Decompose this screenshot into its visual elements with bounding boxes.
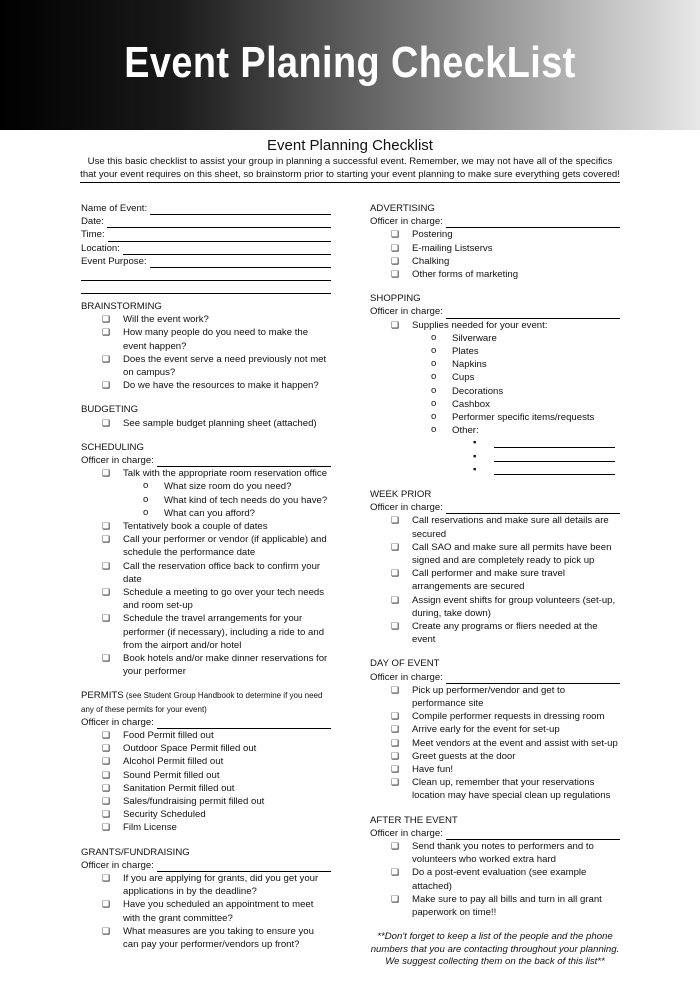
- checkbox-icon[interactable]: ❑: [102, 769, 111, 780]
- event-location-field[interactable]: Location:: [81, 242, 331, 255]
- officer-in-charge-field[interactable]: Officer in charge:: [370, 671, 620, 684]
- section-title: DAY OF EVENT: [370, 658, 440, 670]
- checklist-item[interactable]: ❑ Have fun!: [391, 764, 454, 776]
- checkbox-icon[interactable]: ❑: [102, 782, 111, 793]
- officer-in-charge-field[interactable]: Officer in charge:: [81, 716, 331, 729]
- circle-bullet-icon: o: [431, 345, 437, 356]
- square-bullet-icon: ▪: [473, 463, 477, 475]
- checklist-item[interactable]: ❑ Tentatively book a couple of dates: [102, 520, 268, 532]
- checklist-document: [0, 130, 700, 1000]
- circle-bullet-icon: o: [431, 371, 437, 383]
- event-time-field[interactable]: Time:: [81, 228, 331, 241]
- checkbox-icon[interactable]: ❑: [102, 468, 111, 479]
- checklist-item[interactable]: ❑ Do a post-event evaluation (see example attached): [391, 867, 587, 892]
- event-name-field[interactable]: Name of Event:: [81, 202, 331, 215]
- officer-in-charge-field[interactable]: Officer in charge:: [81, 454, 331, 467]
- checkbox-icon[interactable]: ❑: [102, 796, 111, 807]
- checklist-item[interactable]: ❑ Book hotels and/or make dinner reservations for your performer: [102, 653, 328, 678]
- sub-item: o Plates: [431, 345, 479, 357]
- sub-item: o Other:: [431, 424, 479, 437]
- checklist-item[interactable]: ❑ Call SAO and make sure all permits have been signed and are completely ready to pick up: [391, 541, 612, 566]
- sub-item: o What can you afford?: [143, 506, 256, 519]
- checklist-item[interactable]: ❑ Talk with the appropriate room reservation office: [102, 468, 328, 480]
- checkbox-icon[interactable]: ❑: [391, 764, 400, 775]
- checkbox-icon[interactable]: ❑: [102, 327, 111, 338]
- checkbox-icon[interactable]: ❑: [391, 711, 400, 722]
- header-banner: [0, 0, 700, 130]
- checklist-item[interactable]: ❑ Call performer and make sure travel arrangements are secured: [391, 568, 566, 593]
- officer-in-charge-field[interactable]: Officer in charge:: [81, 859, 331, 872]
- sub-item: o What size room do you need?: [143, 480, 292, 493]
- other-item-line[interactable]: [370, 451, 620, 464]
- checklist-item[interactable]: ❑ Compile performer requests in dressing room: [391, 711, 605, 723]
- checkbox-icon[interactable]: ❑: [391, 255, 400, 266]
- sub-item: o What kind of tech needs do you have?: [143, 493, 328, 506]
- scheduling-section: [81, 441, 331, 679]
- checkbox-icon[interactable]: ❑: [391, 841, 400, 852]
- section-title: PERMITS (see Student Group Handbook to determine if you need any of these permits for your event): [81, 690, 323, 714]
- permits-section: [81, 689, 331, 834]
- checklist-item[interactable]: ❑ E-mailing Listservs: [391, 242, 493, 254]
- sub-item: o Cashbox: [431, 397, 490, 410]
- circle-bullet-icon: o: [431, 384, 437, 396]
- section-title: AFTER THE EVENT: [370, 814, 458, 826]
- checklist-item[interactable]: ❑ Meet vendors at the event and assist with set-up: [391, 737, 618, 749]
- left-column: [81, 202, 331, 951]
- section-title: SHOPPING: [370, 293, 421, 305]
- checkbox-icon[interactable]: ❑: [391, 724, 400, 735]
- checklist-item[interactable]: ❑ Call your performer or vendor (if applicable) and schedule the performance date: [102, 534, 327, 559]
- sub-item: o Napkins: [431, 358, 487, 371]
- circle-bullet-icon: o: [143, 493, 149, 505]
- checkbox-icon[interactable]: ❑: [102, 756, 111, 767]
- week-prior-section: [370, 488, 620, 646]
- intro-text: Use this basic checklist to assist your group in planning a successful event. Remember, we may not have all of the specifics that your event requires on this sheet, so brainstorm prior to starting your event planning to make sure everything gets covered!: [80, 156, 620, 180]
- checkbox-icon[interactable]: ❑: [391, 777, 400, 788]
- checklist-item[interactable]: ❑ What measures are you taking to ensure you can pay your performer/vendors up front?: [102, 925, 314, 951]
- permits-note: (see Student Group Handbook to determine if you need any of these permits for your event): [81, 691, 323, 714]
- square-bullet-icon: ▪: [473, 437, 477, 449]
- event-date-field[interactable]: Date:: [81, 215, 331, 228]
- section-title: ADVERTISING: [370, 203, 435, 214]
- checkbox-icon[interactable]: ❑: [102, 613, 111, 624]
- officer-in-charge-field[interactable]: Officer in charge:: [370, 215, 620, 228]
- brainstorming-section: [81, 300, 331, 392]
- circle-bullet-icon: o: [431, 424, 437, 436]
- checkbox-icon[interactable]: ❑: [102, 560, 111, 571]
- checklist-item[interactable]: ❑ Outdoor Space Permit filled out: [102, 743, 257, 755]
- checklist-item[interactable]: ❑ Call the reservation office back to confirm your date: [102, 560, 321, 585]
- after-event-section: [370, 814, 620, 920]
- checklist-item[interactable]: ❑ Greet guests at the door: [391, 750, 516, 762]
- checklist-item[interactable]: ❑ Film License: [102, 822, 177, 834]
- grants-section: [81, 846, 331, 952]
- sub-item: o Silverware: [431, 331, 497, 344]
- checkbox-icon[interactable]: ❑: [102, 534, 111, 545]
- checkbox-icon[interactable]: ❑: [391, 319, 400, 330]
- checkbox-icon[interactable]: ❑: [102, 822, 111, 833]
- checkbox-icon[interactable]: ❑: [102, 730, 111, 740]
- circle-bullet-icon: o: [143, 506, 149, 518]
- section-title: WEEK PRIOR: [370, 488, 432, 500]
- checkbox-icon[interactable]: ❑: [391, 594, 400, 605]
- checkbox-icon[interactable]: ❑: [391, 269, 400, 279]
- circle-bullet-icon: o: [143, 480, 149, 492]
- section-title: BUDGETING: [81, 404, 139, 416]
- checkbox-icon[interactable]: ❑: [102, 586, 111, 597]
- other-item-line[interactable]: [370, 464, 620, 477]
- checklist-item[interactable]: ❑ Supplies needed for your event:: [391, 319, 548, 331]
- checklist-item[interactable]: ❑ Do we have the resources to make it happen?: [102, 380, 319, 392]
- day-of-event-section: [370, 657, 620, 802]
- checkbox-icon[interactable]: ❑: [102, 925, 111, 936]
- circle-bullet-icon: o: [431, 397, 437, 409]
- checkbox-icon[interactable]: ❑: [391, 684, 400, 695]
- sub-item: o Performer specific items/requests: [431, 411, 595, 424]
- checklist-item[interactable]: ❑ Have you scheduled an appointment to meet with the grant committee?: [102, 899, 314, 924]
- checkbox-icon[interactable]: ❑: [102, 380, 111, 391]
- sub-item: o Decorations: [431, 384, 504, 397]
- checkbox-icon[interactable]: ❑: [102, 873, 111, 884]
- section-title: SCHEDULING: [81, 441, 144, 453]
- checkbox-icon[interactable]: ❑: [391, 893, 400, 904]
- checkbox-icon[interactable]: ❑: [391, 229, 400, 240]
- checklist-item[interactable]: ❑ See sample budget planning sheet (attached): [102, 417, 317, 429]
- checklist-item[interactable]: ❑ Call reservations and make sure all details are secured: [391, 515, 609, 540]
- checklist-item[interactable]: ❑ Pick up performer/vendor and get to performance site: [391, 684, 566, 709]
- checklist-item[interactable]: ❑ Sanitation Permit filled out: [102, 782, 235, 794]
- section-title: GRANTS/FUNDRAISING: [81, 846, 190, 858]
- checkbox-icon[interactable]: ❑: [391, 737, 400, 748]
- checkbox-icon[interactable]: ❑: [391, 568, 400, 579]
- checkbox-icon[interactable]: ❑: [391, 242, 400, 253]
- advertising-section: [370, 202, 620, 281]
- footnote: **Don't forget to keep a list of the people and the phone numbers that you are contacting throughout your planning. We suggest collecting them on the back of this list**: [370, 931, 620, 968]
- checklist-item[interactable]: ❑ Food Permit filled out: [102, 730, 214, 741]
- purpose-line[interactable]: [81, 268, 331, 281]
- officer-in-charge-field[interactable]: Officer in charge:: [370, 305, 620, 318]
- right-column: [370, 202, 620, 969]
- square-bullet-icon: ▪: [473, 450, 477, 462]
- event-purpose-field[interactable]: Event Purpose:: [81, 255, 331, 268]
- checkbox-icon[interactable]: ❑: [102, 417, 111, 428]
- checklist-item[interactable]: ❑ Clean up, remember that your reservations location may have special clean up regulations: [391, 777, 611, 802]
- other-item-line[interactable]: [370, 437, 620, 450]
- checkbox-icon[interactable]: ❑: [391, 515, 400, 526]
- section-title: BRAINSTORMING: [81, 300, 162, 312]
- banner-title: Event Planing CheckList: [124, 38, 576, 87]
- sub-item: o Cups: [431, 371, 475, 384]
- checklist-item[interactable]: ❑ Postering: [391, 229, 453, 241]
- shopping-section: [370, 292, 620, 477]
- divider: [80, 182, 620, 183]
- officer-in-charge-field[interactable]: Officer in charge:: [370, 501, 620, 514]
- checkbox-icon[interactable]: ❑: [102, 520, 111, 531]
- checkbox-icon[interactable]: ❑: [102, 314, 111, 325]
- checkbox-icon[interactable]: ❑: [391, 621, 400, 631]
- checklist-item[interactable]: ❑ Schedule a meeting to go over your tech needs and room set-up: [102, 586, 325, 612]
- circle-bullet-icon: o: [431, 358, 437, 370]
- checkbox-icon[interactable]: ❑: [391, 750, 400, 761]
- checkbox-icon[interactable]: ❑: [102, 353, 111, 364]
- checklist-item[interactable]: ❑ Sales/fundraising permit filled out: [102, 796, 265, 808]
- checklist-item[interactable]: ❑ Does the event serve a need previously not met on campus?: [102, 353, 327, 378]
- checklist-item[interactable]: ❑ Make sure to pay all bills and turn in all grant paperwork on time!!: [391, 893, 602, 919]
- checkbox-icon[interactable]: ❑: [391, 541, 400, 552]
- checklist-item[interactable]: ❑ If you are applying for grants, did you get your applications in by the deadline?: [102, 873, 319, 898]
- officer-in-charge-field[interactable]: Officer in charge:: [370, 827, 620, 840]
- checklist-item[interactable]: ❑ Create any programs or fliers needed at the event: [391, 621, 598, 646]
- checklist-item[interactable]: ❑ Sound Permit filled out: [102, 769, 220, 781]
- checklist-item[interactable]: ❑ Send thank you notes to performers and to volunteers who worked extra hard: [391, 841, 594, 866]
- budgeting-section: [81, 403, 331, 429]
- checklist-item[interactable]: ❑ Security Scheduled: [102, 809, 206, 821]
- checklist-item[interactable]: ❑ Arrive early for the event for set-up: [391, 724, 560, 736]
- circle-bullet-icon: o: [431, 411, 437, 423]
- checklist-item[interactable]: ❑ Chalking: [391, 255, 450, 267]
- document-title: Event Planning Checklist: [267, 137, 433, 154]
- checklist-item[interactable]: ❑ Will the event work?: [102, 314, 209, 326]
- checkbox-icon[interactable]: ❑: [102, 809, 111, 820]
- purpose-line[interactable]: [81, 281, 331, 294]
- checkbox-icon[interactable]: ❑: [102, 743, 111, 754]
- circle-bullet-icon: o: [431, 331, 437, 343]
- checklist-item[interactable]: ❑ How many people do you need to make the event happen?: [102, 327, 309, 352]
- checklist-item[interactable]: ❑ Assign event shifts for group volunteers (set-up, during, take down): [391, 594, 616, 619]
- checkbox-icon[interactable]: ❑: [102, 899, 111, 910]
- checklist-item[interactable]: ❑ Alcohol Permit filled out: [102, 756, 224, 768]
- checkbox-icon[interactable]: ❑: [391, 867, 400, 878]
- checklist-item[interactable]: ❑ Schedule the travel arrangements for your performer (if necessary), including a ride to and from the airport and/or hotel: [102, 613, 325, 651]
- checkbox-icon[interactable]: ❑: [102, 653, 111, 663]
- checklist-item[interactable]: ❑ Other forms of marketing: [391, 269, 519, 280]
